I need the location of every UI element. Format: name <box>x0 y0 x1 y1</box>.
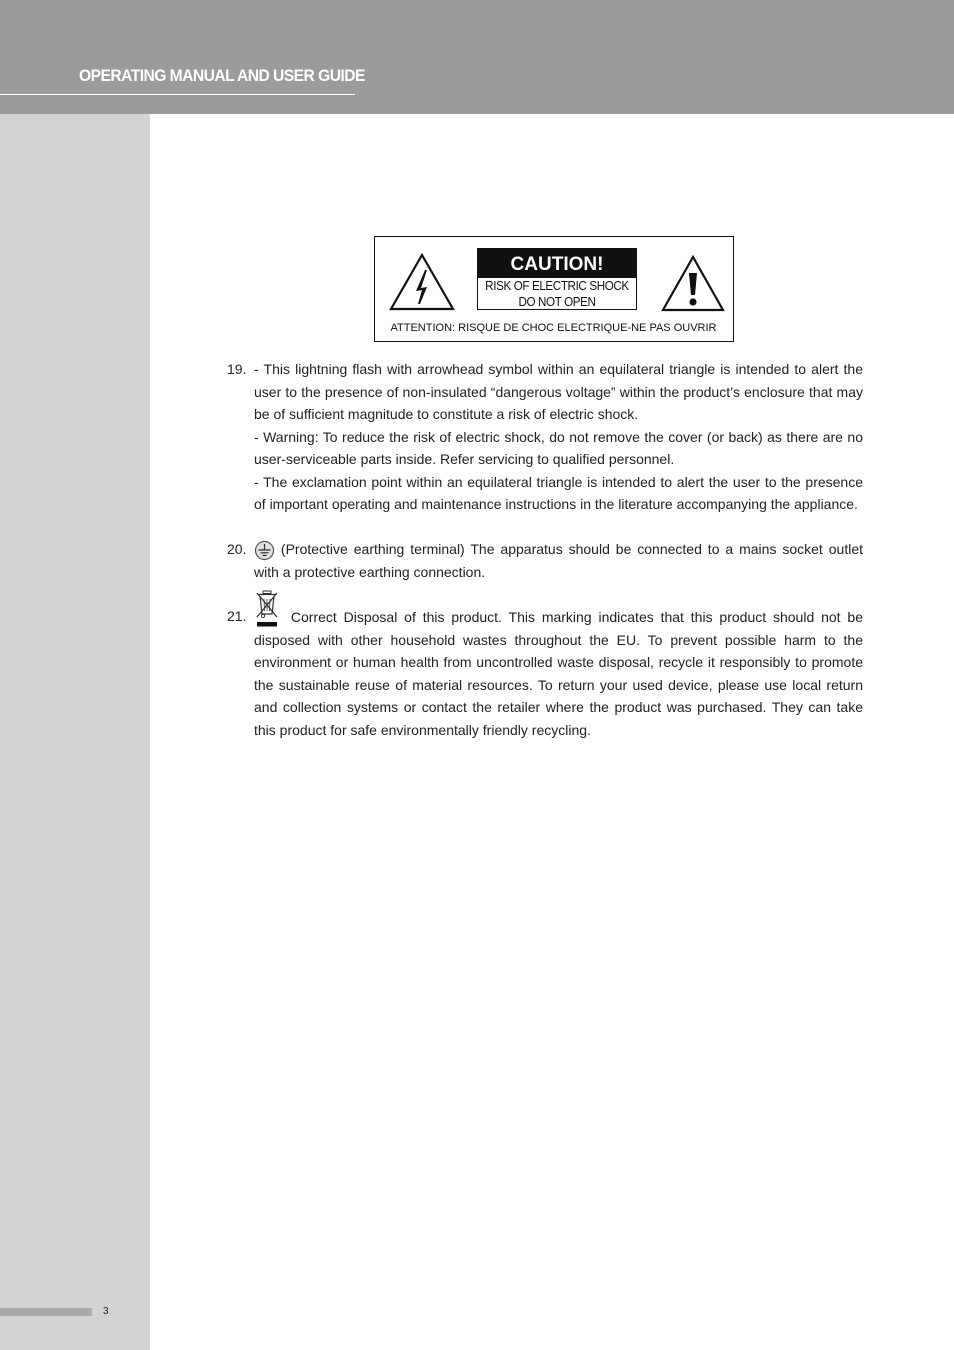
header-band <box>0 0 954 114</box>
caution-panel <box>477 248 637 310</box>
header-divider <box>0 94 355 95</box>
item-text: (Protective earthing terminal) The apparatus should be connected to a mains socket outlet with a protective earthing connection. <box>254 541 863 580</box>
item-text: Correct Disposal of this product. This marking indicates that this product should not be disposed with other household wastes throughout the EU. To prevent possible harm to the environment or human health from uncontrolled waste disposal, recycle it responsibly to promote the sustainable reuse of material resources. To return your used device, please use local return and collection systems or contact the retailer where the product was purchased. They can take this product for safe environmentally friendly recycling. <box>254 609 863 738</box>
list-item-19 <box>227 358 863 516</box>
list-item-21 <box>227 590 863 741</box>
item-paragraph <box>254 538 863 583</box>
crossed-out-bin-icon <box>254 590 280 628</box>
caution-line-2: DO NOT OPEN <box>518 294 596 309</box>
item-number: 19. <box>227 361 247 377</box>
page-header-title: OPERATING MANUAL AND USER GUIDE <box>79 66 365 85</box>
caution-subtext <box>478 278 636 310</box>
caution-heading: CAUTION! <box>478 249 636 278</box>
caution-label <box>374 236 734 342</box>
list-item-20 <box>227 538 863 583</box>
lightning-warning-triangle-icon <box>389 253 455 311</box>
page-number: 3 <box>103 1306 109 1317</box>
side-margin-strip <box>0 114 150 1350</box>
item-paragraph: - This lightning flash with arrowhead symbol within an equilateral triangle is intended to alert the user to the presence of non-insulated “dangerous voltage” within the product’s enclosure that may be of sufficient magnitude to constitute a risk of electric shock. <box>254 361 863 422</box>
attention-text: ATTENTION: RISQUE DE CHOC ELECTRIQUE-NE PAS OUVRIR <box>390 322 717 334</box>
item-number: 20. <box>227 541 247 557</box>
item-number: 21. <box>227 608 247 624</box>
protective-earth-icon <box>254 540 275 561</box>
page-number-bar <box>0 1308 92 1316</box>
caution-line-1: RISK OF ELECTRIC SHOCK <box>485 279 629 293</box>
item-paragraph <box>254 590 863 741</box>
item-paragraph: - The exclamation point within an equilateral triangle is intended to alert the user to the presence of important operating and maintenance instructions in the literature accompanying the appliance. <box>254 473 863 512</box>
exclamation-warning-triangle-icon <box>661 255 725 312</box>
item-paragraph: - Warning: To reduce the risk of electric shock, do not remove the cover (or back) as there are no user-serviceable parts inside. Refer servicing to qualified personnel. <box>254 428 863 467</box>
